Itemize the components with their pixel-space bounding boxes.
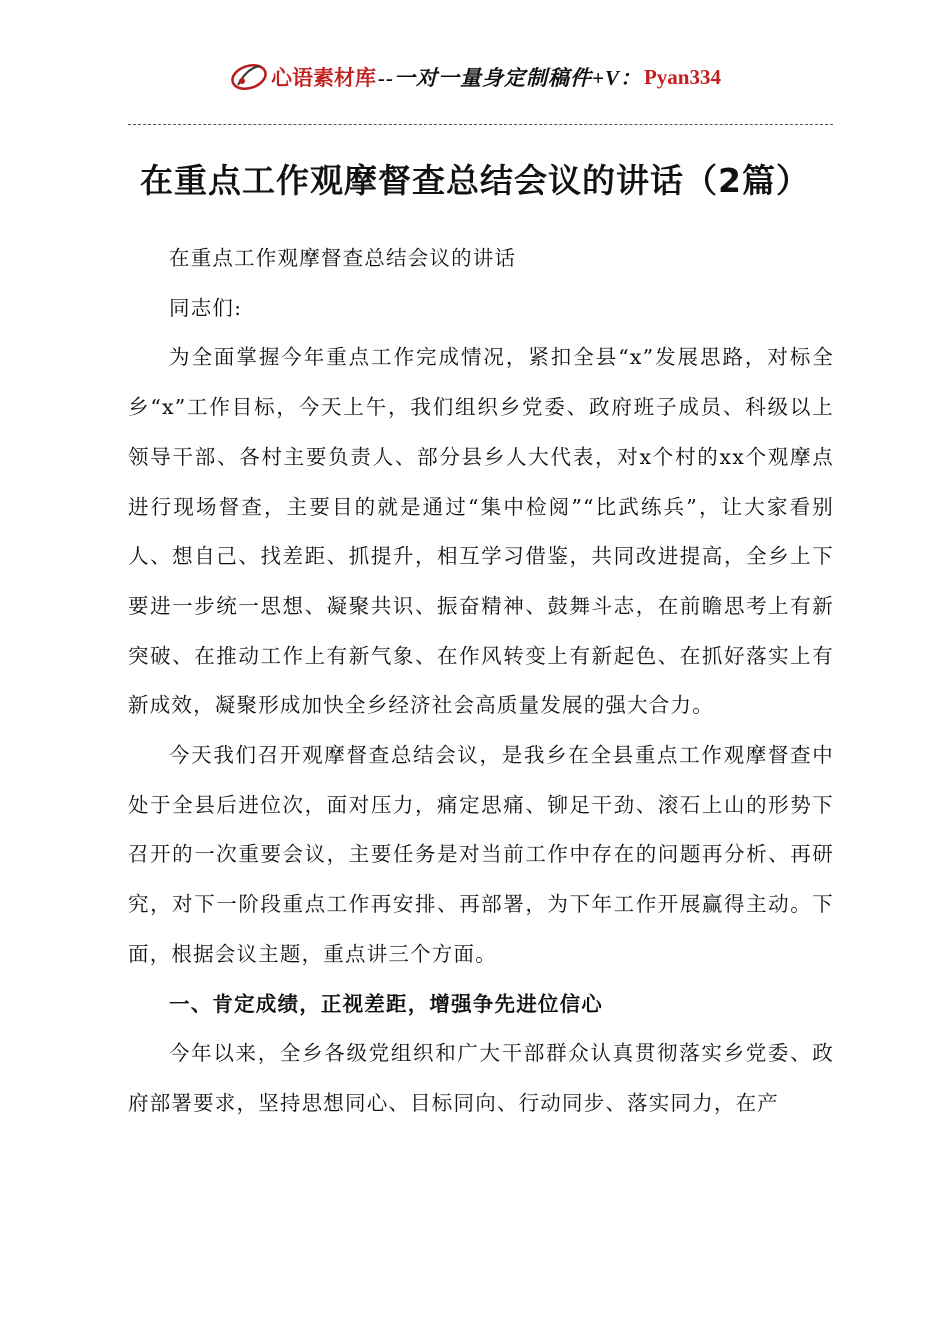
page-header	[0, 60, 950, 100]
salutation-paragraph: 同志们:	[169, 295, 243, 320]
brand-logo-icon	[229, 60, 269, 94]
body-paragraph: 为全面掌握今年重点工作完成情况，紧扣全县“x”发展思路，对标全乡“x”工作目标，今天上午，我们组织乡党委、政府班子成员、科级以上领导干部、各村主要负责人、部分县乡人大代表，对x个村的xx个观摩点进行现场督查，主要目的就是通过“集中检阅”“比武练兵”，让大家看别人、想自己、找差距、抓提升，相互学习借鉴，共同改进提高，全乡上下要进一步统一思想、凝聚共识、振奋精神、鼓舞斗志，在前瞻思考上有新突破、在推动工作上有新气象、在作风转变上有新起色、在抓好落实上有新成效，凝聚形成加快全乡经济社会高质量发展的强大合力。	[128, 345, 834, 718]
brand-name: 心语素材库	[271, 66, 376, 90]
document-body	[128, 234, 834, 1129]
subtitle-paragraph: 在重点工作观摩督查总结会议的讲话	[169, 246, 517, 270]
body-paragraph: 今天我们召开观摩督查总结会议，是我乡在全县重点工作观摩督查中处于全县后进位次，面对压力，痛定思痛、铆足干劲、滚石上山的形势下召开的一次重要会议，主要任务是对当前工作中存在的问题再分析、再研究，对下一阶段重点工作再安排、再部署，为下年工作开展赢得主动。下面，根据会议主题，重点讲三个方面。	[128, 743, 834, 966]
contact-id: Pyan334	[643, 64, 721, 89]
body-paragraph: 今年以来，全乡各级党组织和广大干部群众认真贯彻落实乡党委、政府部署要求，坚持思想同心、目标同向、行动同步、落实同力，在产	[128, 1041, 834, 1115]
section-heading: 一、肯定成绩，正视差距，增强争先进位信心	[169, 991, 603, 1016]
header-divider	[128, 124, 833, 125]
header-tagline: --一对一量身定制稿件+V：	[378, 66, 642, 90]
document-title: 在重点工作观摩督查总结会议的讲话（2篇）	[140, 161, 810, 200]
